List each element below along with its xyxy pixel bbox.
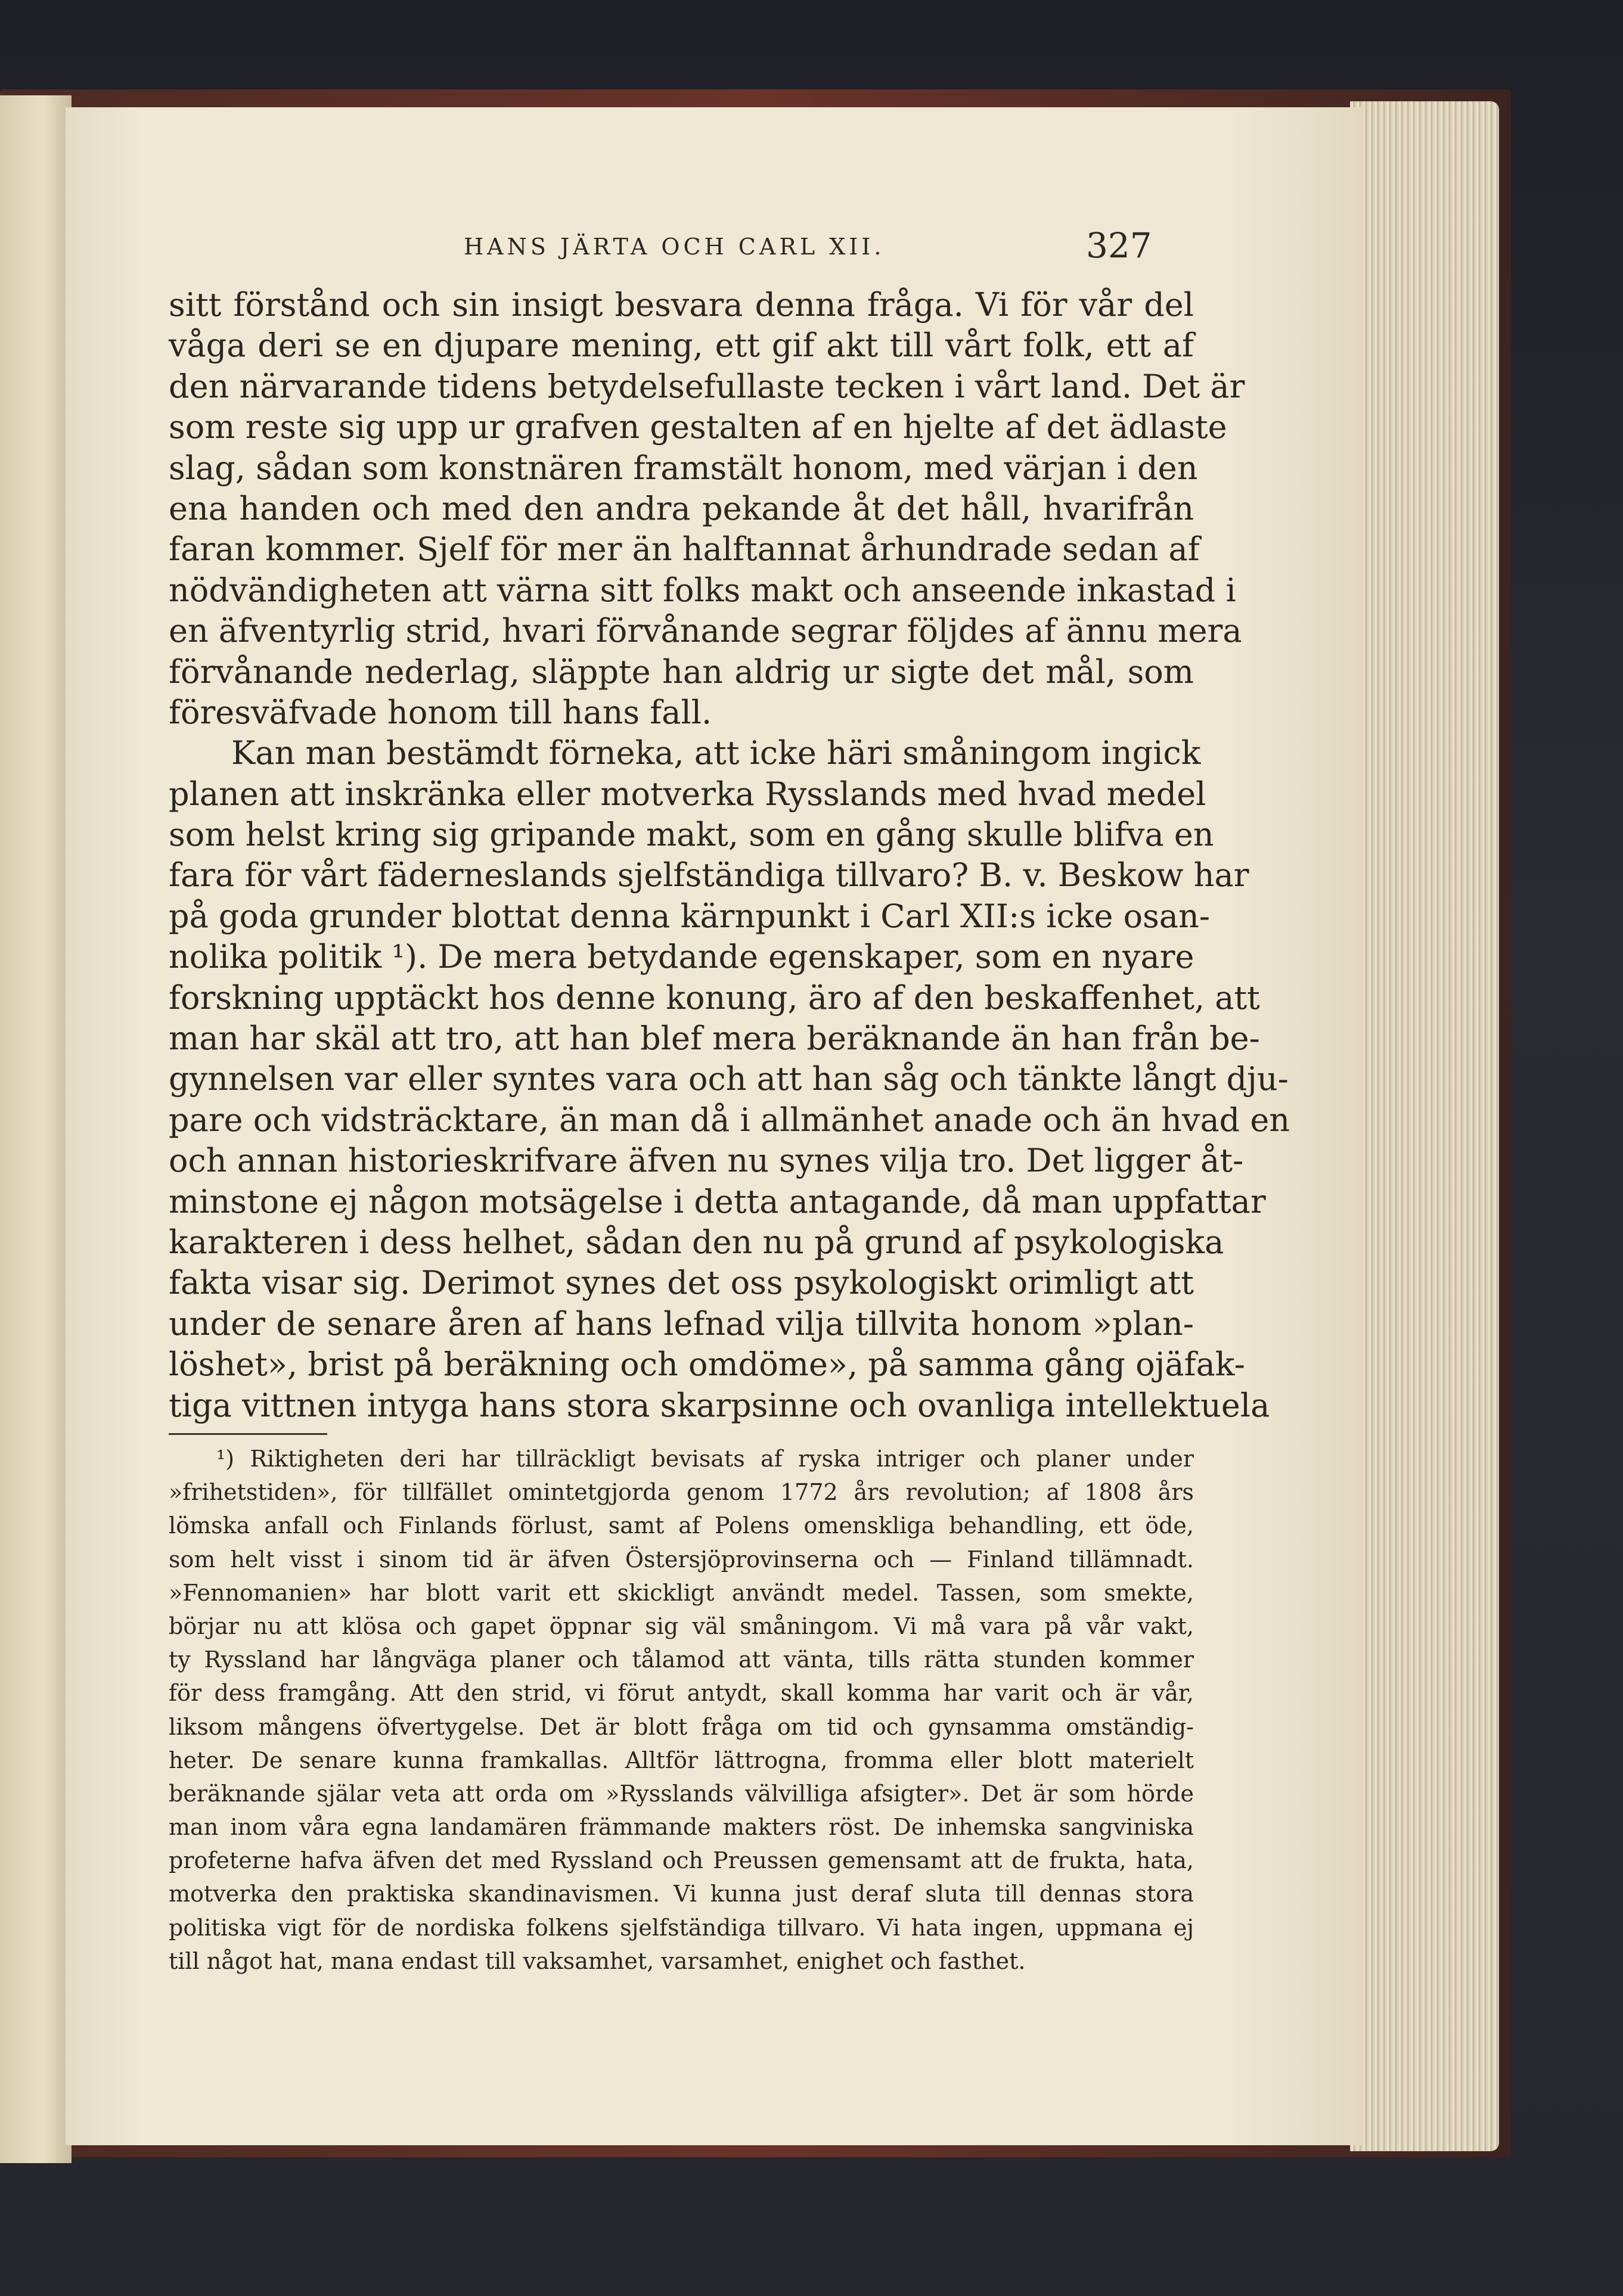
footnote-line: man inom våra egna landamären främmande makters röst. De inhemska sangviniska xyxy=(169,1814,1194,1841)
page-number: 327 xyxy=(1086,225,1152,266)
footnote-line: heter. De senare kunna framkallas. Alltför lättrogna, fromma eller blott materielt xyxy=(169,1747,1194,1773)
body-line: nödvändigheten att värna sitt folks makt och anseende inkastad i xyxy=(169,571,1236,609)
footnote-line: till något hat, mana endast till vaksamhet, varsamhet, enighet och fasthet. xyxy=(169,1947,1026,1974)
body-line: på goda grunder blottat denna kärnpunkt i Carl XII:s icke osan- xyxy=(169,897,1211,935)
body-line: minstone ej någon motsägelse i detta antagande, då man uppfattar xyxy=(169,1182,1266,1220)
body-line: som helst kring sig gripande makt, som en gång skulle blifva en xyxy=(169,816,1214,854)
footnote-line: »frihetstiden», för tillfället omintetgjorda genom 1772 års revolution; af 1808 års xyxy=(169,1479,1194,1506)
body-line: fakta visar sig. Derimot synes det oss psykologiskt orimligt att xyxy=(169,1264,1194,1302)
body-line: gynnelsen var eller syntes vara och att han såg och tänkte långt dju- xyxy=(169,1060,1289,1098)
body-line: forskning upptäckt hos denne konung, äro af den beskaffenhet, att xyxy=(169,978,1260,1017)
footnote-line: ty Ryssland har långväga planer och tålamod att vänta, tills rätta stunden kommer xyxy=(169,1646,1194,1673)
footnote-rule xyxy=(169,1433,327,1435)
body-line: en äfventyrlig strid, hvari förvånande segrar följdes af ännu mera xyxy=(169,612,1242,650)
footnote-line: lömska anfall och Finlands förlust, samt af Polens omenskliga behandling, ett öde, xyxy=(169,1512,1194,1539)
footnotes xyxy=(169,1442,1194,1978)
body-line: karakteren i dess helhet, sådan den nu på grund af psykologiska xyxy=(169,1223,1224,1261)
page-edges xyxy=(1350,101,1499,2151)
body-line: som reste sig upp ur grafven gestalten af en hjelte af det ädlaste xyxy=(169,408,1227,446)
body-line: ena handen och med den andra pekande åt det håll, hvarifrån xyxy=(169,489,1194,527)
body-line: förvånande nederlag, släppte han aldrig ur sigte det mål, som xyxy=(169,653,1194,691)
footnote-line: profeterne hafva äfven det med Ryssland och Preussen gemensamt att de frukta, hata, xyxy=(169,1847,1194,1874)
body-line: nolika politik ¹). De mera betydande egenskaper, som en nyare xyxy=(169,938,1194,976)
footnote-line: beräknande själar veta att orda om »Rysslands välvilliga afsigter». Det är som hörde xyxy=(169,1780,1194,1807)
footnote-line: politiska vigt för de nordiska folkens sjelfständiga tillvaro. Vi hata ingen, uppmana ej xyxy=(169,1914,1194,1941)
running-title: HANS JÄRTA OCH CARL XII. xyxy=(464,234,885,260)
running-head xyxy=(0,225,1623,269)
body-line: tiga vittnen intyga hans stora skarpsinne och ovanliga intellektuela xyxy=(169,1386,1270,1424)
footnote-line: börjar nu att klösa och gapet öppnar sig väl småningom. Vi må vara på vår vakt, xyxy=(169,1613,1194,1639)
footnote-line: som helt visst i sinom tid är äfven Östersjöprovinserna och — Finland tillämnadt. xyxy=(169,1546,1194,1573)
body-line: slag, sådan som konstnären framstält honom, med värjan i den xyxy=(169,449,1198,487)
body-line: fara för vårt fäderneslands sjelfständiga tillvaro? B. v. Beskow har xyxy=(169,856,1249,894)
body-line: sitt förstånd och sin insigt besvara denna fråga. Vi för vår del xyxy=(169,286,1194,324)
footnote-line: för dess framgång. Att den strid, vi förut antydt, skall komma har varit och är vår, xyxy=(169,1680,1194,1707)
body-line: under de senare åren af hans lefnad vilja tillvita honom »plan- xyxy=(169,1304,1194,1343)
body-line: den närvarande tidens betydelsefullaste tecken i vårt land. Det är xyxy=(169,367,1245,405)
body-line: planen att inskränka eller motverka Rysslands med hvad medel xyxy=(169,775,1206,813)
body-line: pare och vidsträcktare, än man då i allmänhet anade och än hvad en xyxy=(169,1101,1290,1139)
footnote-line: motverka den praktiska skandinavismen. Vi kunna just deraf sluta till dennas stora xyxy=(169,1881,1194,1907)
body-line: faran kommer. Sjelf för mer än halftannat århundrade sedan af xyxy=(169,530,1200,568)
body-line: löshet», brist på beräkning och omdöme», på samma gång ojäfak- xyxy=(169,1346,1245,1384)
body-line: och annan historieskrifvare äfven nu synes vilja tro. Det ligger åt- xyxy=(169,1142,1244,1180)
body-line: Kan man bestämdt förneka, att icke häri småningom ingick xyxy=(231,734,1201,772)
footnote-line: liksom mångens öfvertygelse. Det är blott fråga om tid och gynsamma omständig- xyxy=(169,1713,1194,1740)
body-line: föresväfvade honom till hans fall. xyxy=(169,693,712,731)
body-line: man har skäl att tro, att han blef mera beräknande än han från be- xyxy=(169,1020,1260,1058)
footnote-line: ¹) Riktigheten deri har tillräckligt bevisats af ryska intriger och planer under xyxy=(216,1446,1194,1472)
facing-page-edge xyxy=(0,95,72,2163)
footnote-line: »Fennomanien» har blott varit ett skickligt användt medel. Tassen, som smekte, xyxy=(169,1579,1194,1606)
body-text xyxy=(169,285,1290,1426)
body-line: våga deri se en djupare mening, ett gif akt till vårt folk, ett af xyxy=(169,327,1194,365)
